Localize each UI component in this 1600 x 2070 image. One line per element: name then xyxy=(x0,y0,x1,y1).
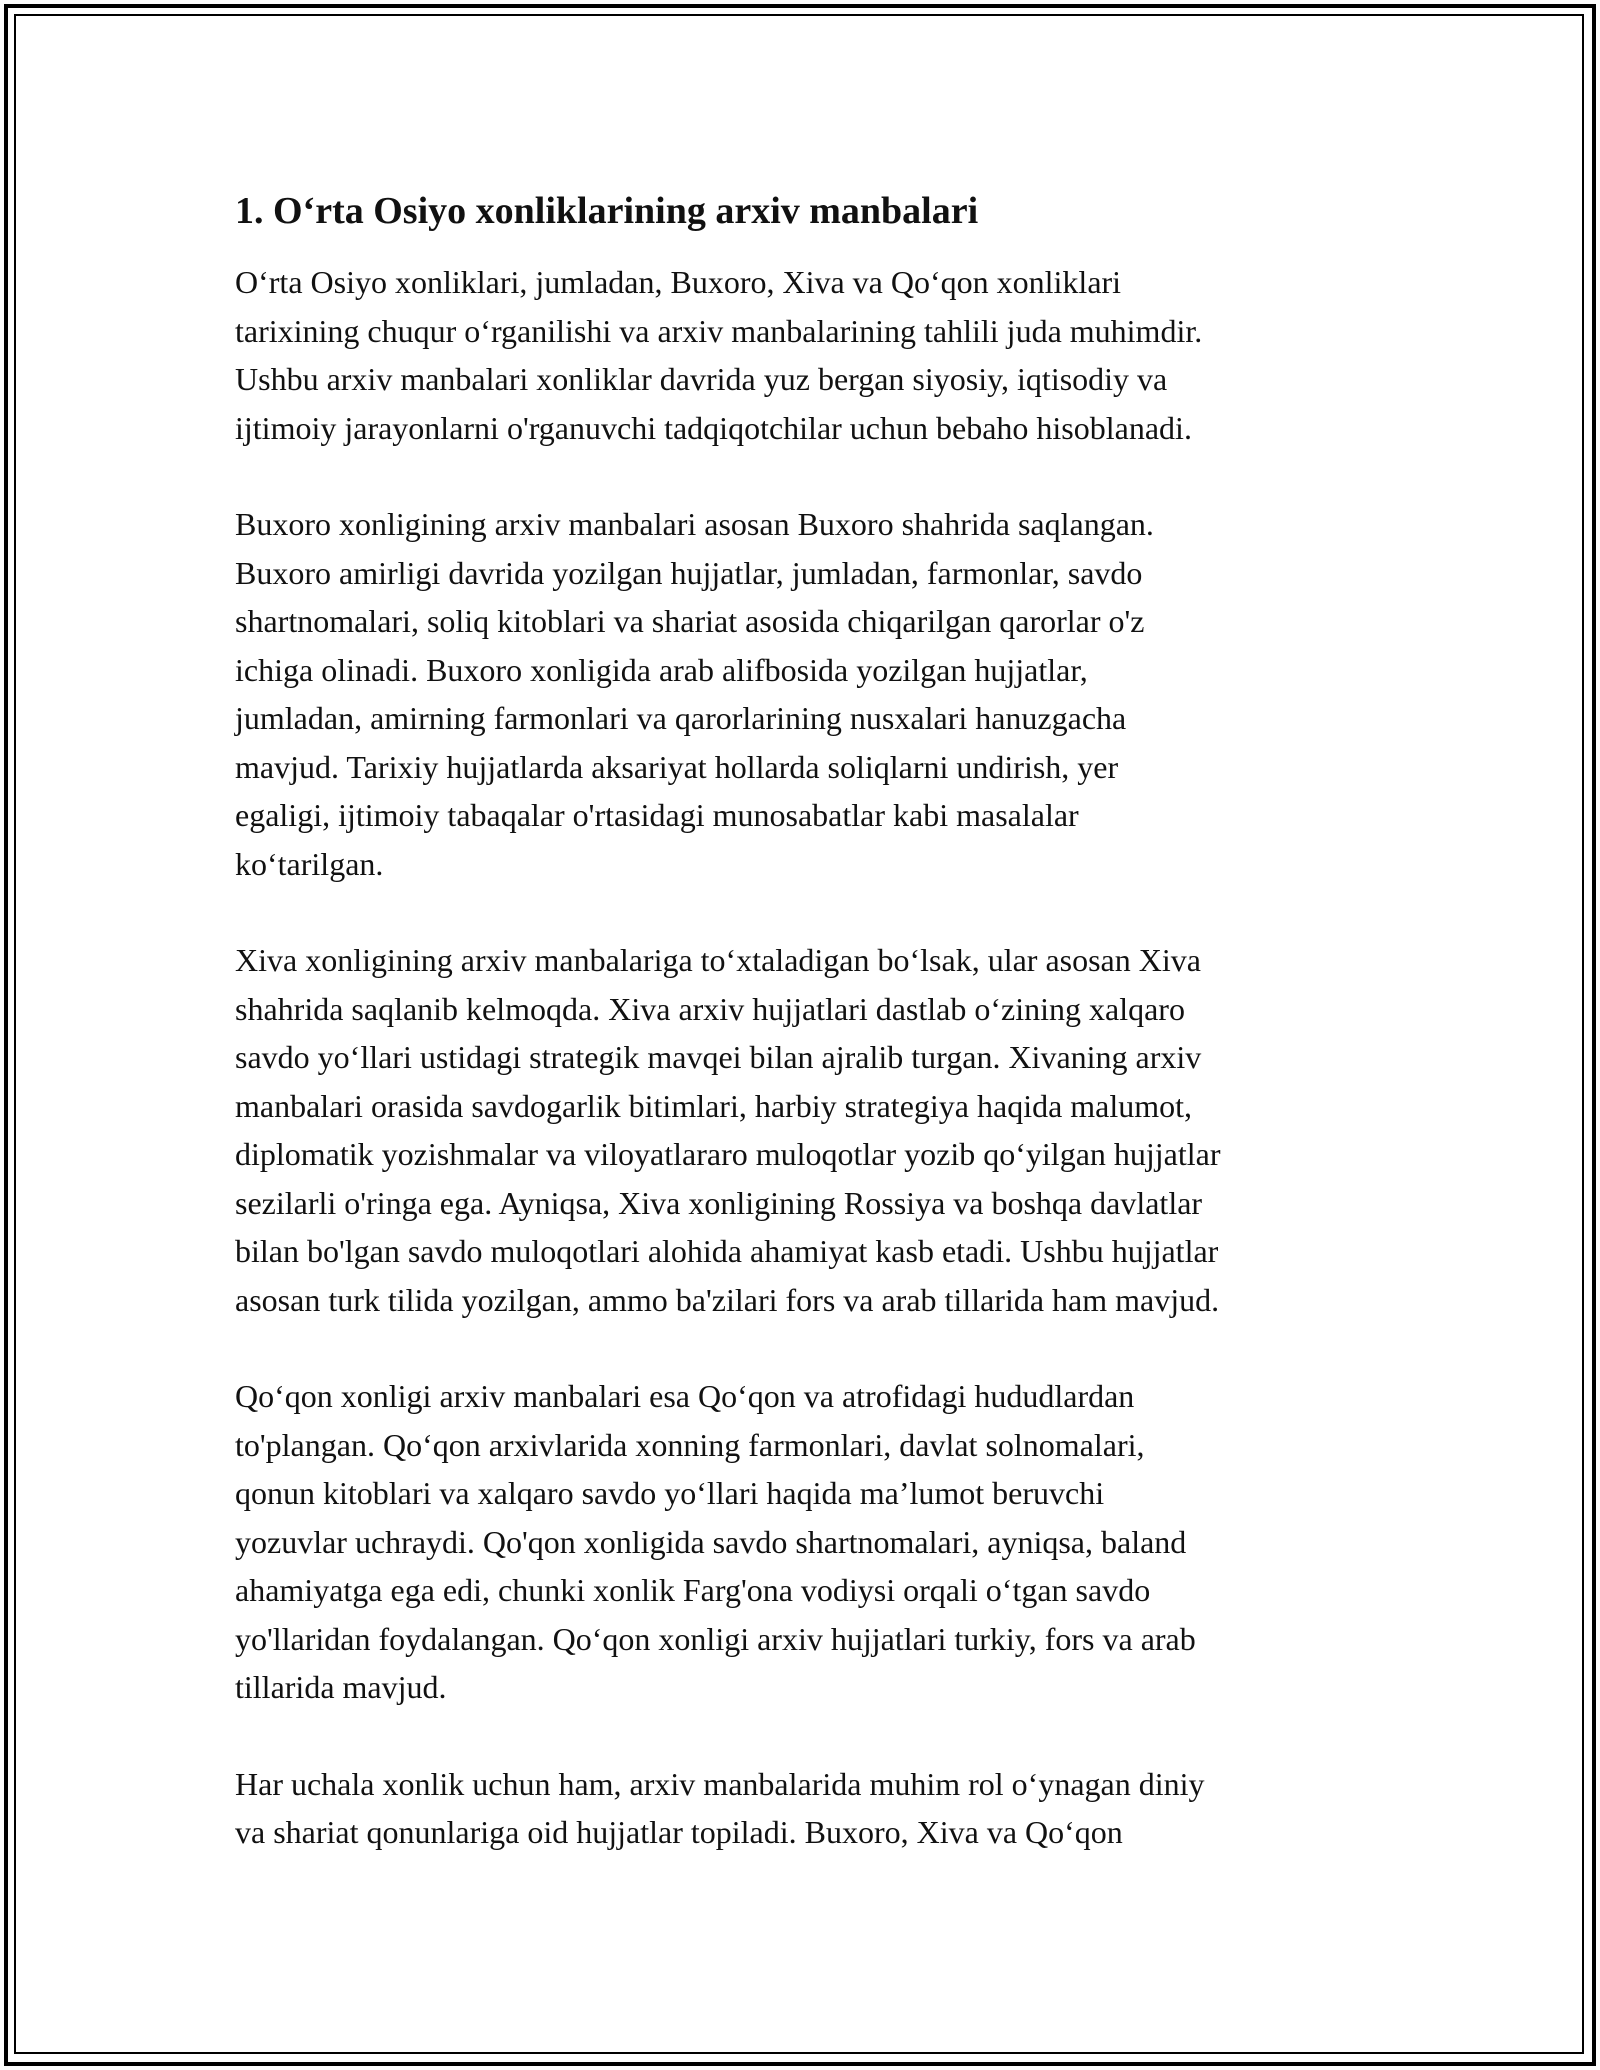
text-line: qonun kitoblari va xalqaro savdo yo‘llari haqida ma’lumot beruvchi xyxy=(235,1475,1105,1511)
text-line: tillarida mavjud. xyxy=(235,1669,447,1705)
text-line: mavjud. Tarixiy hujjatlarda aksariyat hollarda soliqlarni undirish, yer xyxy=(235,748,1119,785)
text-line: savdo yo‘llari ustidagi strategik mavqei bilan ajralib turgan. Xivaning arxiv xyxy=(235,1039,1202,1075)
document-body xyxy=(235,186,1375,1857)
text-line: diplomatik yozishmalar va viloyatlararo muloqotlar yozib qo‘yilgan hujjatlar xyxy=(235,1136,1221,1172)
text-line: Qo‘qon xonligi arxiv manbalari esa Qo‘qon va atrofidagi hududlardan xyxy=(235,1378,1135,1414)
text-line: manbalari orasida savdogarlik bitimlari, harbiy strategiya haqida malumot, xyxy=(235,1087,1193,1124)
text-line: yozuvlar uchraydi. Qo'qon xonligida savdo shartnomalari, ayniqsa, baland xyxy=(235,1523,1187,1560)
text-line: yo'llaridan foydalangan. Qo‘qon xonligi arxiv hujjatlari turkiy, fors va arab xyxy=(235,1620,1196,1657)
page-title: 1. O‘rta Osiyo xonliklarining arxiv manbalari xyxy=(235,190,979,232)
text-line: sezilarli o'ringa ega. Ayniqsa, Xiva xonligining Rossiya va boshqa davlatlar xyxy=(235,1184,1203,1221)
text-line: tarixining chuqur o‘rganilishi va arxiv manbalarining tahlili juda muhimdir. xyxy=(235,312,1203,349)
paragraph-bukhara xyxy=(235,500,1375,888)
paragraph-kokand xyxy=(235,1372,1375,1712)
text-line: egaligi, ijtimoiy tabaqalar o'rtasidagi munosabatlar kabi masalalar xyxy=(235,797,1079,833)
text-line: ijtimoiy jarayonlarni o'rganuvchi tadqiqotchilar uchun bebaho hisoblanadi. xyxy=(235,409,1192,446)
text-line: shahrida saqlanib kelmoqda. Xiva arxiv hujjatlari dastlab o‘zining xalqaro xyxy=(235,990,1185,1027)
text-line: Buxoro xonligining arxiv manbalari asosan Buxoro shahrida saqlangan. xyxy=(235,506,1154,542)
text-line: Ushbu arxiv manbalari xonliklar davrida yuz bergan siyosiy, iqtisodiy va xyxy=(235,361,1168,397)
text-line: shartnomalari, soliq kitoblari va shariat asosida chiqarilgan qarorlar o'z xyxy=(235,603,1145,639)
text-line: Buxoro amirligi davrida yozilgan hujjatlar, jumladan, farmonlar, savdo xyxy=(235,554,1143,591)
paragraph-religious-law xyxy=(235,1760,1375,1857)
text-line: asosan turk tilida yozilgan, ammo ba'zilari fors va arab tillarida ham mavjud. xyxy=(235,1281,1220,1318)
text-line: ichiga olinadi. Buxoro xonligida arab alifbosida yozilgan hujjatlar, xyxy=(235,651,1088,688)
text-line: jumladan, amirning farmonlari va qarorlarining nusxalari hanuzgacha xyxy=(235,700,1127,736)
text-line: O‘rta Osiyo xonliklari, jumladan, Buxoro, Xiva va Qo‘qon xonliklari xyxy=(235,264,1122,300)
text-line: ko‘tarilgan. xyxy=(235,845,384,882)
paragraph-intro xyxy=(235,258,1375,452)
text-line: va shariat qonunlariga oid hujjatlar topiladi. Buxoro, Xiva va Qo‘qon xyxy=(235,1814,1123,1850)
text-line: bilan bo'lgan savdo muloqotlari alohida ahamiyat kasb etadi. Ushbu hujjatlar xyxy=(235,1233,1219,1269)
text-line: Xiva xonligining arxiv manbalariga to‘xtaladigan bo‘lsak, ular asosan Xiva xyxy=(235,942,1201,978)
text-line: Har uchala xonlik uchun ham, arxiv manbalarida muhim rol o‘ynagan diniy xyxy=(235,1765,1205,1802)
paragraph-khiva xyxy=(235,936,1375,1324)
text-line: ahamiyatga ega edi, chunki xonlik Farg'ona vodiysi orqali o‘tgan savdo xyxy=(235,1572,1151,1608)
text-line: to'plangan. Qo‘qon arxivlarida xonning farmonlari, davlat solnomalari, xyxy=(235,1426,1145,1463)
